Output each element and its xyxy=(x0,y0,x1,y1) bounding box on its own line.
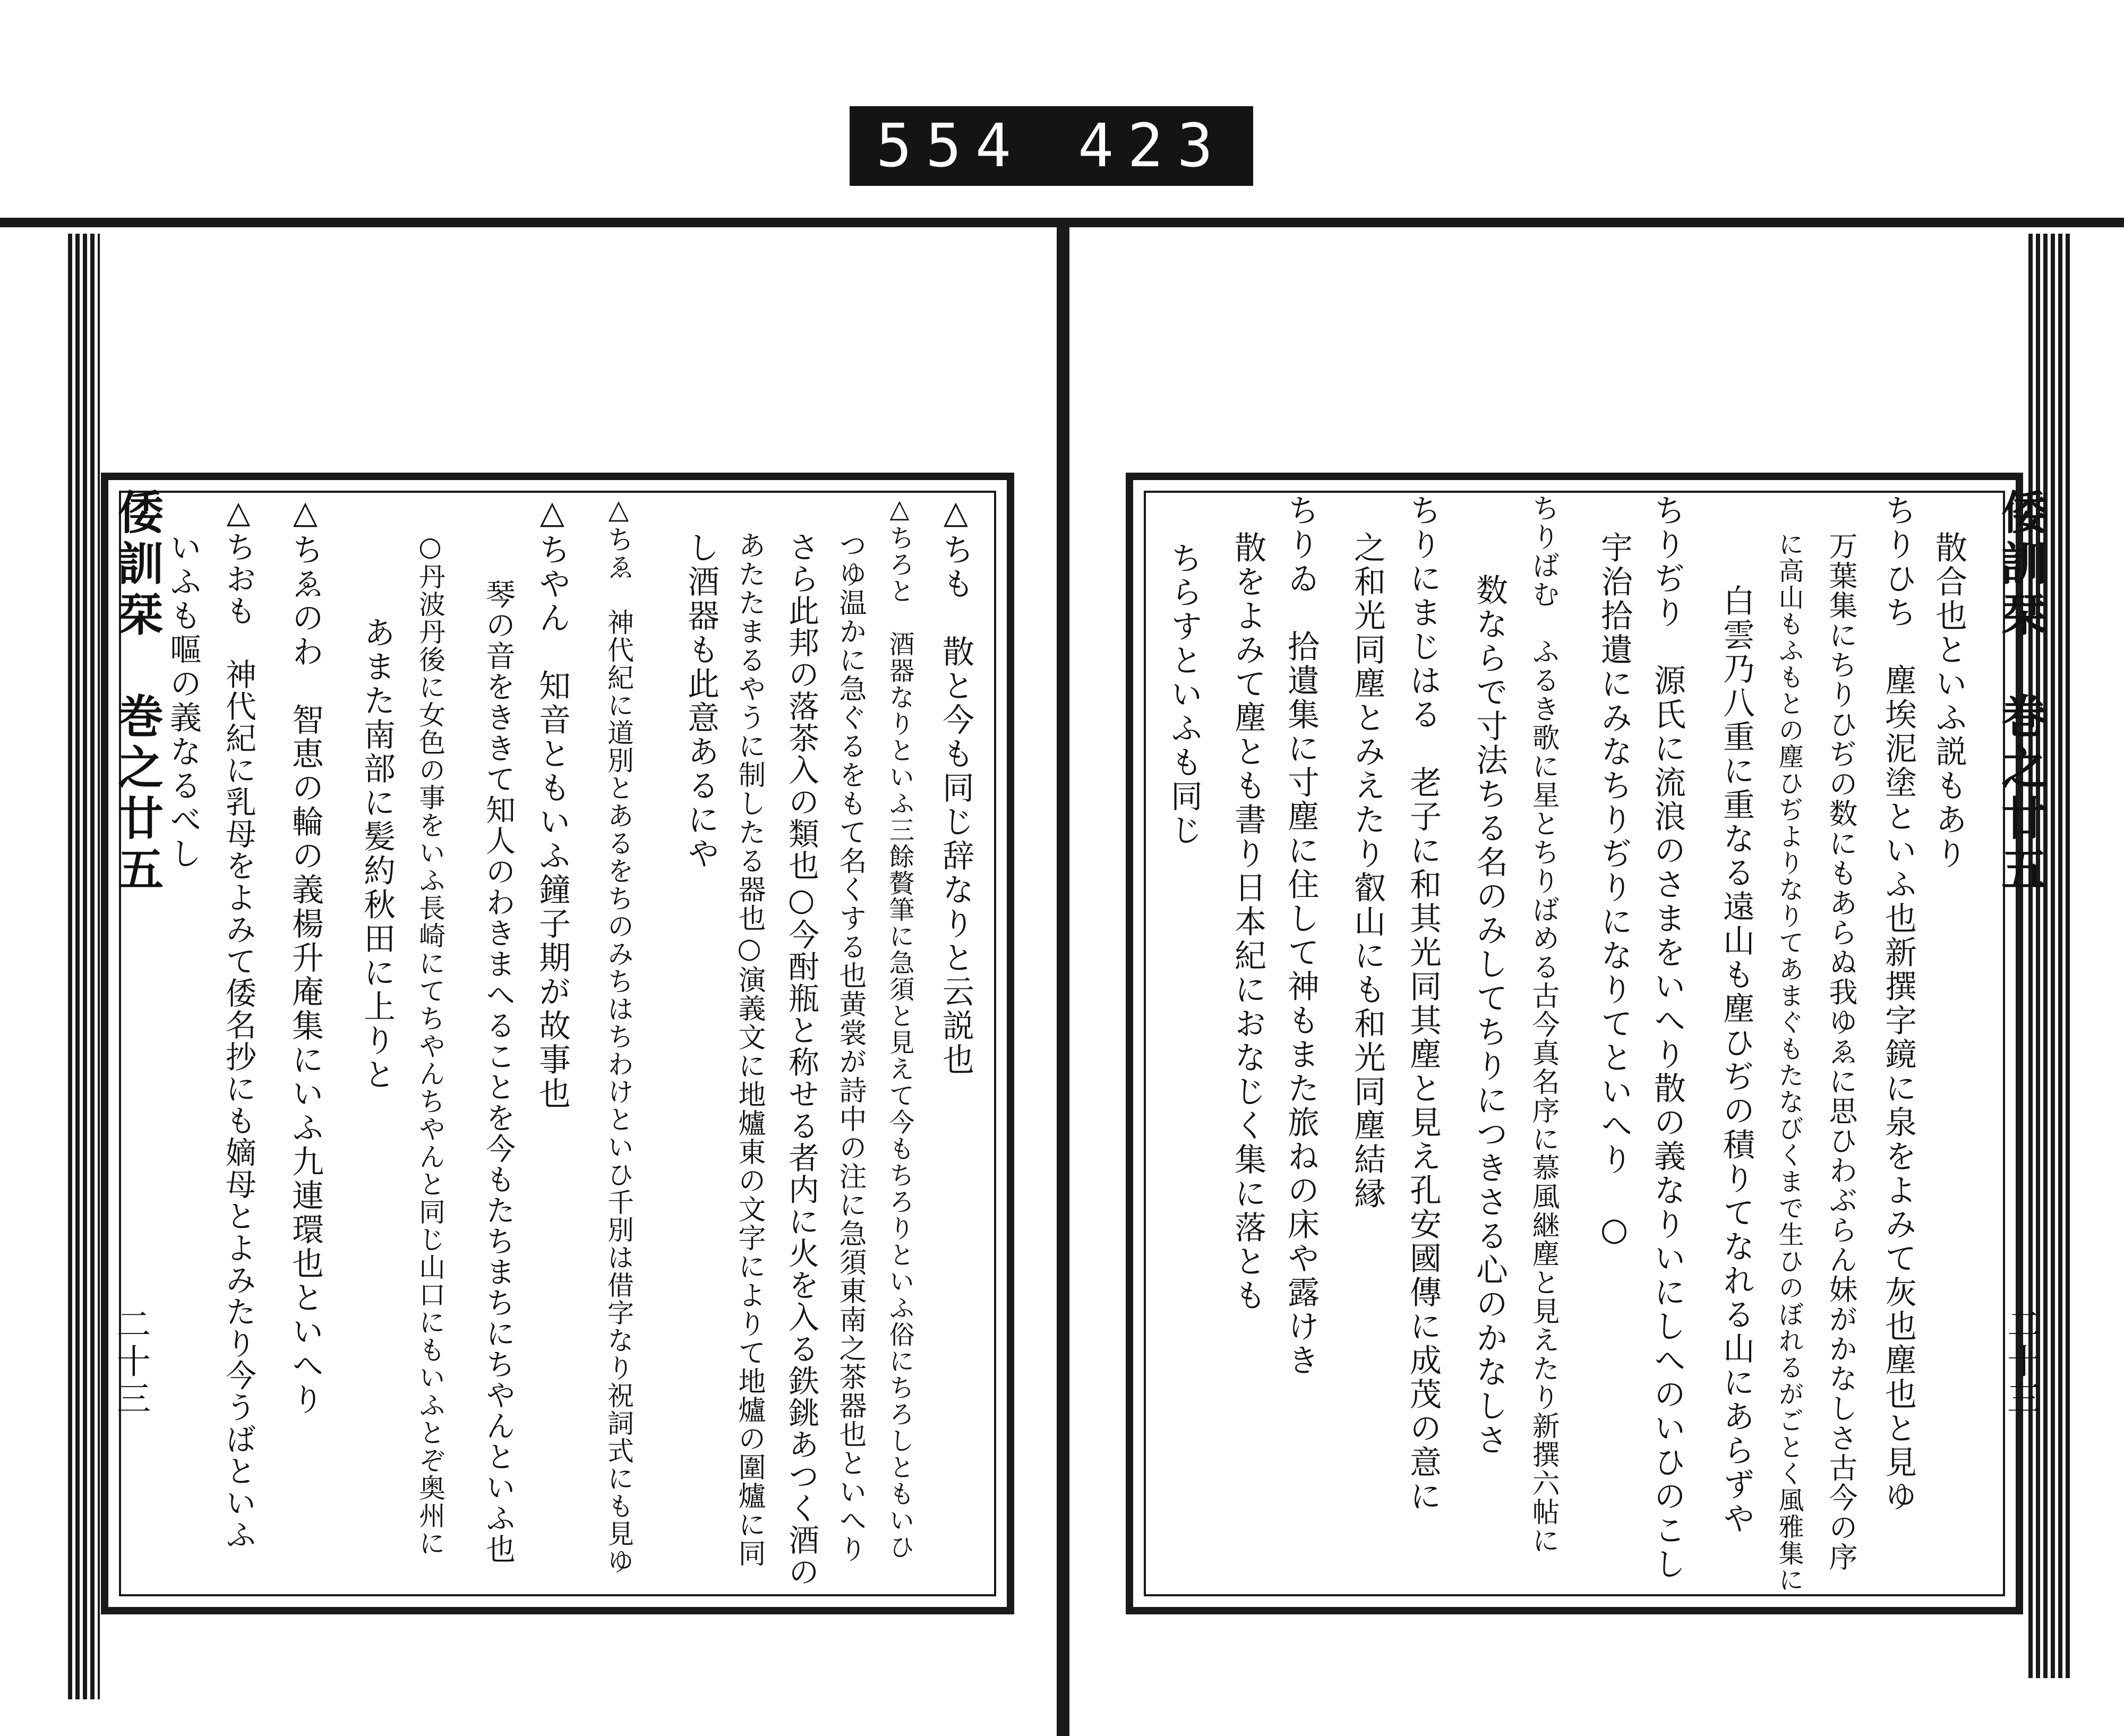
left-column: △ちゑのわ 智恵の輪の義楊升庵集にいふ九連環也といへり xyxy=(287,494,324,1417)
left-column: あたたまるやうに制したる器也○演義文に地爐東の文字によりて地爐の圍爐に同 xyxy=(733,531,765,1568)
left-column: 琴の音をききて知人のわきまへることを今もたちまちにちやんといふ也 xyxy=(481,579,516,1564)
right-column: 散合也といふ説もあり xyxy=(1930,531,1967,871)
right-column: 之和光同塵とみえたり叡山にも和光同塵結縁 xyxy=(1349,531,1386,1211)
left-column: あまた南部に髪約秋田に上りと xyxy=(358,616,396,1092)
right-column: ちらすといふも同じ xyxy=(1166,542,1203,848)
right-column: 万葉集にちりひぢの数にもあらぬ我ゆゑに思ひわぶらん妹がかなしさ古今の序 xyxy=(1825,531,1858,1572)
frame-label-left-number: 554 xyxy=(876,112,1025,181)
left-column: さら此邦の落茶入の類也○今酎瓶と称せる者内に火を入る鉄銚あつく酒の xyxy=(783,531,819,1588)
right-margin-title: 倭訓栞 巻之廿五 xyxy=(1993,489,2047,896)
right-page-number: 二十三 xyxy=(2001,1306,2041,1418)
left-margin-title: 倭訓栞 巻之廿五 xyxy=(110,489,164,896)
left-column: つゆ温かに急ぐるをもて名くする也黄裳が詩中の注に急須東南之茶器也といへり xyxy=(834,531,866,1563)
left-column: いふも嘔の義なるべし xyxy=(165,531,202,871)
left-page-number: 二十三 xyxy=(111,1306,150,1418)
right-column: ちりぢり 源氏に流浪のさまをいへり散の義なりいにしへのいひのこし xyxy=(1649,494,1686,1581)
right-column: に高山もふもとの塵ひぢよりなりてあまぐもたなびくまで生ひのぼれるがごとく風雅集に xyxy=(1774,531,1804,1593)
left-column: △ちろと 酒器なりといふ三餘贅筆に急須と見えて今もちろりといふ俗にちろしともいひ xyxy=(885,494,914,1560)
left-column: △ちやん 知音ともいふ鐘子期が故事也 xyxy=(534,494,571,1111)
microfilm-frame-label xyxy=(850,106,1253,186)
right-column: ちりにまじはる 老子に和其光同其塵と見え孔安國傳に成茂の意に xyxy=(1404,494,1442,1513)
right-column: 宇治拾遺にみなちりぢりになりてといへり ○ xyxy=(1596,531,1633,1250)
right-column: 数ならで寸法ちる名のみしてちりにつきさる心のかなしさ xyxy=(1471,574,1508,1457)
right-page-edge xyxy=(2028,234,2071,1678)
left-column: ○丹波丹後に女色の事をいふ長崎にてちやんちやんと同じ山口にもいふとぞ奥州に xyxy=(415,531,446,1557)
left-column: △ちも 散と今も同じ辞なりと云説也 xyxy=(937,494,974,1077)
left-page-edge xyxy=(68,234,100,1699)
right-column: ちりゐ 拾遺集に寸塵に住して神もまた旅ねの床や露けき xyxy=(1282,494,1320,1378)
right-inner-rule xyxy=(1144,491,2005,1596)
right-column: ちりばむ ふるき歌に星とちりばめる古今真名序に慕風継塵と見えたり新撰六帖に xyxy=(1527,494,1559,1555)
left-column: △ちおも 神代紀に乳母をよみて倭名抄にも嫡母とよみたり今うばといふ xyxy=(220,494,256,1551)
left-column: し酒器も此意あるにや xyxy=(682,531,720,871)
right-column: ちりひち 塵埃泥塗といふ也新撰字鏡に泉をよみて灰也塵也と見ゆ xyxy=(1880,494,1917,1513)
right-column: 白雲乃八重に重なる遠山も塵ひぢの積りてなれる山にあらずや xyxy=(1718,584,1755,1536)
right-column: 散をよみて塵とも書り日本紀におなじく集に落とも xyxy=(1229,531,1266,1313)
left-column: △ちゑ 神代紀に道別とあるをちのみちはちわけといひ千別は借字なり祝詞式にも見ゆ xyxy=(603,494,634,1575)
book-spine xyxy=(1057,223,1069,1736)
frame-label-right-number: 423 xyxy=(1077,112,1227,181)
